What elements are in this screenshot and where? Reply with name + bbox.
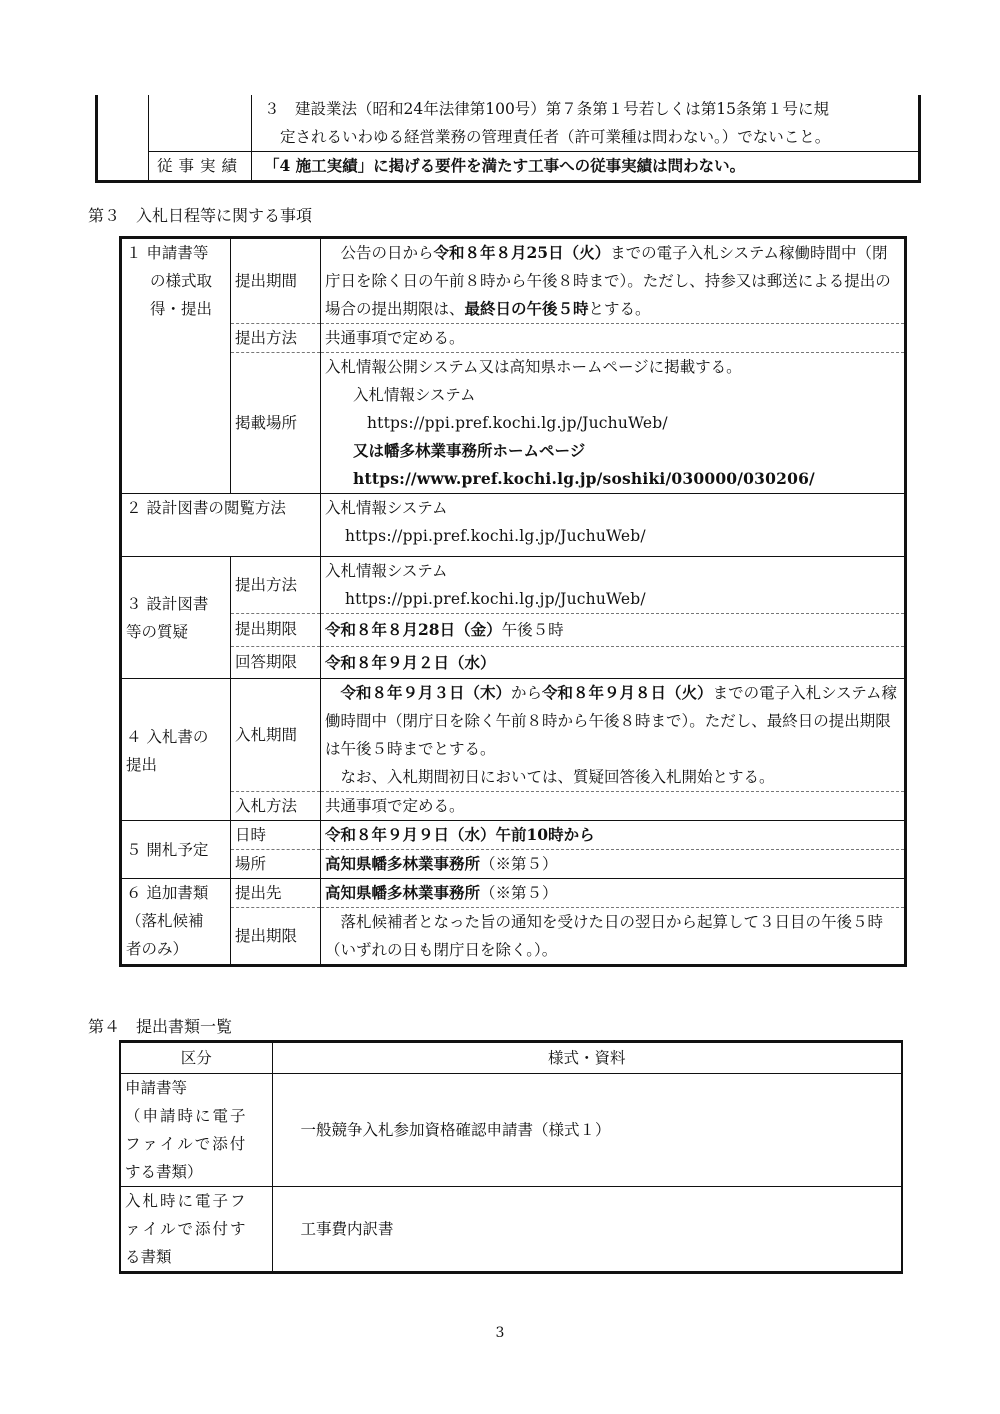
place-line: 入札情報システム [353,386,476,404]
answer-deadline-value: 令和８年９月２日（水） [321,647,906,679]
bid-method-value: 共通事項で定める。 [321,792,906,821]
office-homepage-url[interactable]: https://www.pref.kochi.lg.jp/soshiki/030000/030206/ [353,469,815,488]
extra-docs-dest-value [321,879,906,908]
publish-place-value [321,353,906,494]
value-line: 入札情報システム [325,499,448,517]
item3-label [121,557,231,679]
submission-period-value [321,238,906,324]
item1-label [121,238,231,494]
label-line: ６ 追加書類 [126,884,209,902]
label-line: する書類） [125,1163,203,1181]
office-name: 高知県幡多林業事務所 [325,854,481,873]
label-line: １ 申請書等 [126,244,209,262]
office-note: （※第５） [480,855,558,873]
bid-period-note: なお、入札期間初日においては、質疑回答後入札開始とする。 [325,768,775,786]
section4-title: 第４ 提出書類一覧 [88,1017,233,1036]
value-line: 入札情報システム [325,562,448,580]
text-segment: 公告の日から [325,244,434,262]
documents-table [119,1040,903,1274]
opening-place-label: 場所 [231,850,321,879]
header-category: 区分 [120,1042,272,1074]
extra-docs-dest-label: 提出先 [231,879,321,908]
label-line: （申請時に電子 [125,1107,248,1125]
question-method-label: 提出方法 [231,557,321,614]
label-line: 者のみ） [126,940,189,958]
text-segment: 令和８年９月３日（木） [340,683,512,702]
place-line: 入札情報公開システム又は高知県ホームページに掲載する。 [325,358,742,376]
label-line: ３ 設計図書 [126,594,209,613]
label-line: ４ 入札書の [126,728,209,746]
doc-category [120,1074,272,1187]
page-number: 3 [495,1325,505,1341]
label-line: 申請書等 [125,1079,188,1097]
doc-form: 工事費内訳書 [272,1187,902,1273]
text-segment: から [511,684,543,702]
qualification-table [95,95,921,183]
bid-system-url[interactable]: https://ppi.pref.kochi.lg.jp/JuchuWeb/ [367,414,668,432]
opening-date-label: 日時 [231,821,321,850]
text-segment [325,684,341,702]
place-line: 又は幡多林業事務所ホームページ [353,441,586,460]
extra-docs-deadline-label: 提出期限 [231,908,321,966]
publish-place-label: 掲載場所 [231,353,321,494]
bid-period-text [325,679,900,763]
blank-cell [97,95,149,152]
text-segment: とする。 [588,300,651,318]
experience-value: 「4 施工実績」に掲げる要件を満たす工事への従事実績は問わない。 [252,152,920,182]
label-line: 等の質疑 [126,622,189,641]
item4-label [121,679,231,821]
requirement-line: ３ 建設業法（昭和24年法律第100号）第７条第１号若しくは第15条第１号に規 [264,100,830,118]
bid-period-label: 入札期間 [231,679,321,792]
opening-place-value [321,850,906,879]
label-line: ァイルで添付す [125,1220,248,1238]
text-segment: までの電子入札システム稼働時間中（閉庁日を除く午前８時から午後８時まで）。ただし、最終日の提出期限は午後５時までとする。 [325,684,898,758]
bid-period-value [321,679,906,792]
text-segment: 令和８年９月８日（火） [542,683,713,702]
bid-method-label: 入札方法 [231,792,321,821]
opening-date-value: 令和８年９月９日（水）午前10時から [321,821,906,850]
label-line: の様式取 [150,272,213,290]
question-deadline-label: 提出期限 [231,614,321,647]
item2-value [321,494,906,557]
submission-method-label: 提出方法 [231,324,321,353]
deadline-time: 午後５時 [501,621,564,639]
experience-label: 従事実績 [149,152,252,182]
label-line: （落札候補 [126,912,204,930]
office-note: （※第５） [480,884,558,902]
answer-deadline-label: 回答期限 [231,647,321,679]
text-segment: 最終日の午後５時 [464,299,589,318]
submission-period-text [325,244,891,318]
doc-form: 一般競争入札参加資格確認申請書（様式１） [272,1074,902,1187]
label-line: る書類 [125,1248,172,1266]
office-name: 高知県幡多林業事務所 [325,883,481,902]
label-line: 提出 [126,756,158,774]
question-deadline-value [321,614,906,647]
requirement-line: 定されるいわゆる経営業務の管理責任者（許可業種は問わない。）でないこと。 [280,128,831,146]
label-line: ファイルで添付 [125,1135,248,1153]
item5-label: ５ 開札予定 [121,821,231,879]
bid-system-url[interactable]: https://ppi.pref.kochi.lg.jp/JuchuWeb/ [345,527,646,545]
question-method-value [321,557,906,614]
submission-method-value: 共通事項で定める。 [321,324,906,353]
item2-label: ２ 設計図書の閲覧方法 [121,494,321,557]
section3-title: 第３ 入札日程等に関する事項 [88,206,313,225]
bid-system-url[interactable]: https://ppi.pref.kochi.lg.jp/JuchuWeb/ [345,590,646,608]
blank-cell [97,152,149,182]
label-line: 得・提出 [150,300,213,318]
doc-category [120,1187,272,1273]
deadline-date: 令和８年８月28日（金） [325,620,502,639]
text-segment: 令和８年８月25日（火） [433,243,611,262]
header-forms: 様式・資料 [272,1042,902,1074]
blank-cell [149,95,252,152]
extra-docs-deadline-value: 落札候補者となった旨の通知を受けた日の翌日から起算して３日目の午後５時（いずれの日も閉庁日を除く。）。 [321,908,906,966]
label-line: 入札時に電子フ [125,1192,248,1210]
text-segment: までの電子入札システム稼働時間中（閉庁日を除く日の午前８時から午後８時まで）。ただし、持参又は郵送による提出の場合の提出期限は、 [325,244,891,318]
item6-label [121,879,231,966]
requirement-cell [252,95,920,152]
schedule-table [119,236,907,967]
submission-period-label: 提出期間 [231,238,321,324]
